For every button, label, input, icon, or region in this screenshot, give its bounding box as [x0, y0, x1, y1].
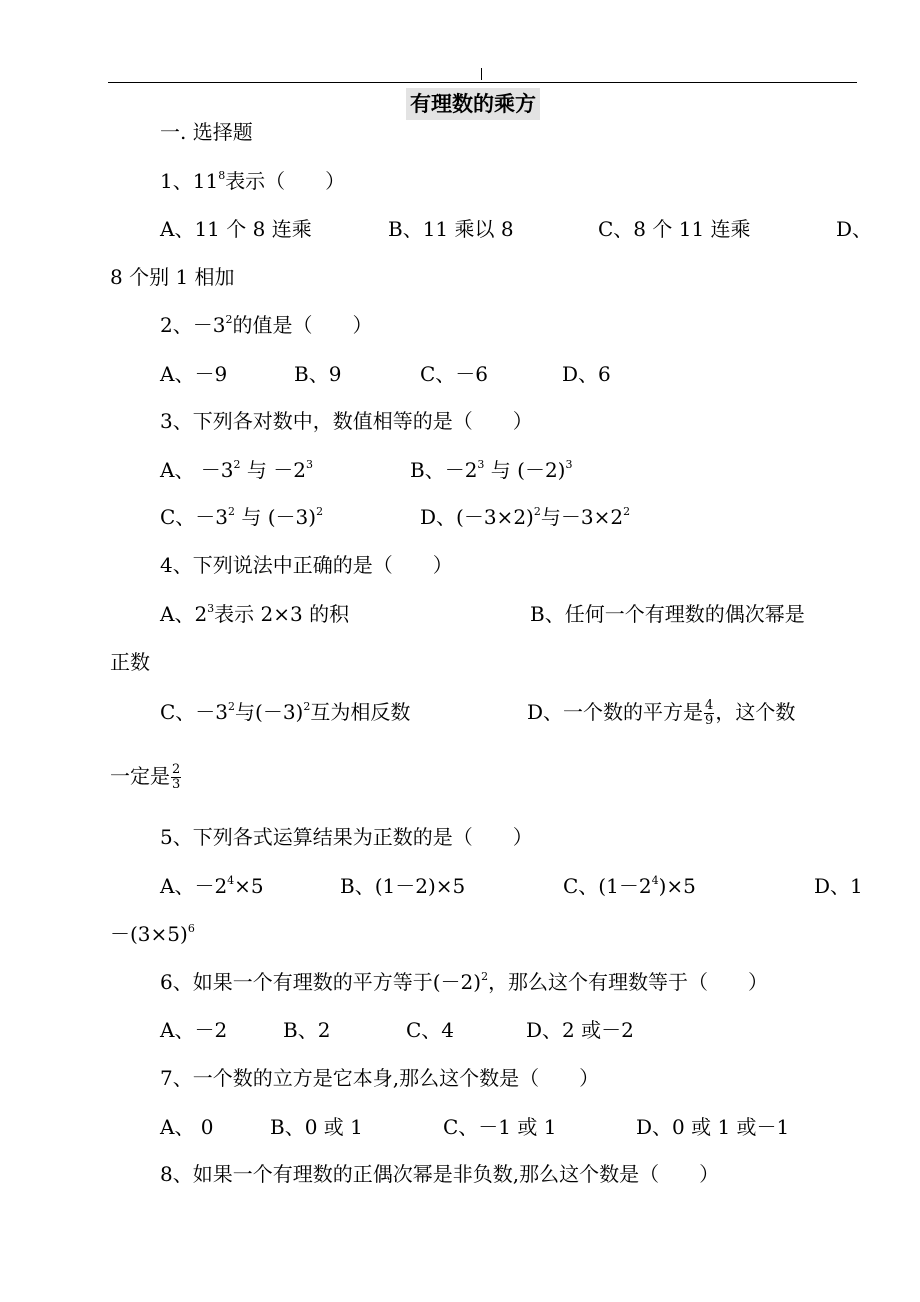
question-6-option-a: A、－2: [160, 1018, 228, 1042]
question-5-option-d-continued: $-(3\times 5)^6$: [110, 922, 195, 946]
question-3-option-d: D、$(-3\times 2)^2$与$-3\times 2^2$: [420, 505, 631, 529]
question-2-option-c: C、－6: [420, 362, 489, 386]
question-1-option-b: B、11 乘以 8: [388, 217, 514, 241]
question-3-option-a: A、 $-3^2$ 与 $-2^3$: [160, 458, 313, 482]
page-title: 有理数的乘方: [406, 88, 540, 120]
section-heading: 一. 选择题: [160, 120, 253, 144]
question-1-stem: 1、$11^8$表示（ ）: [160, 169, 346, 193]
question-3-option-b: B、$-2^3$ 与 $(-2)^3$: [410, 458, 573, 482]
question-7-stem: 7、一个数的立方是它本身,那么这个数是（ ）: [160, 1066, 600, 1090]
question-4-option-b-continued: 正数: [110, 650, 150, 674]
question-2-option-a: A、－9: [160, 362, 228, 386]
question-4-option-b: B、任何一个有理数的偶次幂是: [530, 602, 805, 626]
question-7-option-a: A、 0: [160, 1115, 214, 1139]
question-8-stem: 8、如果一个有理数的正偶次幂是非负数,那么这个数是（ ）: [160, 1162, 720, 1186]
question-4-option-c: C、$-3^2$与$(-3)^2$互为相反数: [160, 700, 411, 724]
question-3-option-c: C、$-3^2$ 与 $(-3)^2$: [160, 505, 324, 529]
header-rule: [108, 82, 857, 83]
question-2-stem: 2、$-3^2$的值是（ ）: [160, 313, 373, 337]
question-5-stem: 5、下列各式运算结果为正数的是（ ）: [160, 825, 533, 849]
question-7-option-b: B、0 或 1: [270, 1115, 363, 1139]
question-5-option-a: A、$-2^4\times 5$: [160, 874, 264, 898]
question-6-option-c: C、4: [406, 1018, 455, 1042]
question-4-option-a: A、$2^3$表示 2×3 的积: [160, 602, 350, 626]
question-5-option-d: D、1: [814, 874, 863, 898]
fraction-four-ninths: $\frac{4}{9}$: [705, 698, 714, 728]
question-2-option-b: B、9: [294, 362, 342, 386]
question-1-option-a: A、11 个 8 连乘: [160, 217, 312, 241]
question-2-option-d: D、6: [562, 362, 611, 386]
question-3-stem: 3、下列各对数中，数值相等的是（ ）: [160, 409, 533, 433]
question-1-option-d: D、: [836, 217, 873, 241]
question-6-option-d: D、2 或－2: [526, 1018, 634, 1042]
header-tick-mark: [481, 68, 482, 80]
question-5-option-b: B、(1－2)×5: [340, 874, 466, 898]
fraction-two-thirds: $\frac{2}{3}$: [172, 762, 181, 792]
question-4-option-d: D、一个数的平方是 $\frac{4}{9}$ ，这个数: [527, 698, 796, 728]
question-7-option-d: D、0 或 1 或－1: [636, 1115, 790, 1139]
question-6-option-b: B、2: [283, 1018, 331, 1042]
question-7-option-c: C、－1 或 1: [443, 1115, 557, 1139]
question-1-option-d-continued: 8 个别 1 相加: [110, 265, 235, 289]
question-6-stem: 6、如果一个有理数的平方等于$(-2)^2$，那么这个有理数等于（ ）: [160, 970, 769, 994]
question-4-stem: 4、下列说法中正确的是（ ）: [160, 553, 453, 577]
question-1-option-c: C、8 个 11 连乘: [598, 217, 751, 241]
question-5-option-c: C、$(1-2^4)\times 5$: [563, 874, 696, 898]
question-4-option-d-continued: 一定是 $\frac{2}{3}$: [110, 762, 181, 792]
